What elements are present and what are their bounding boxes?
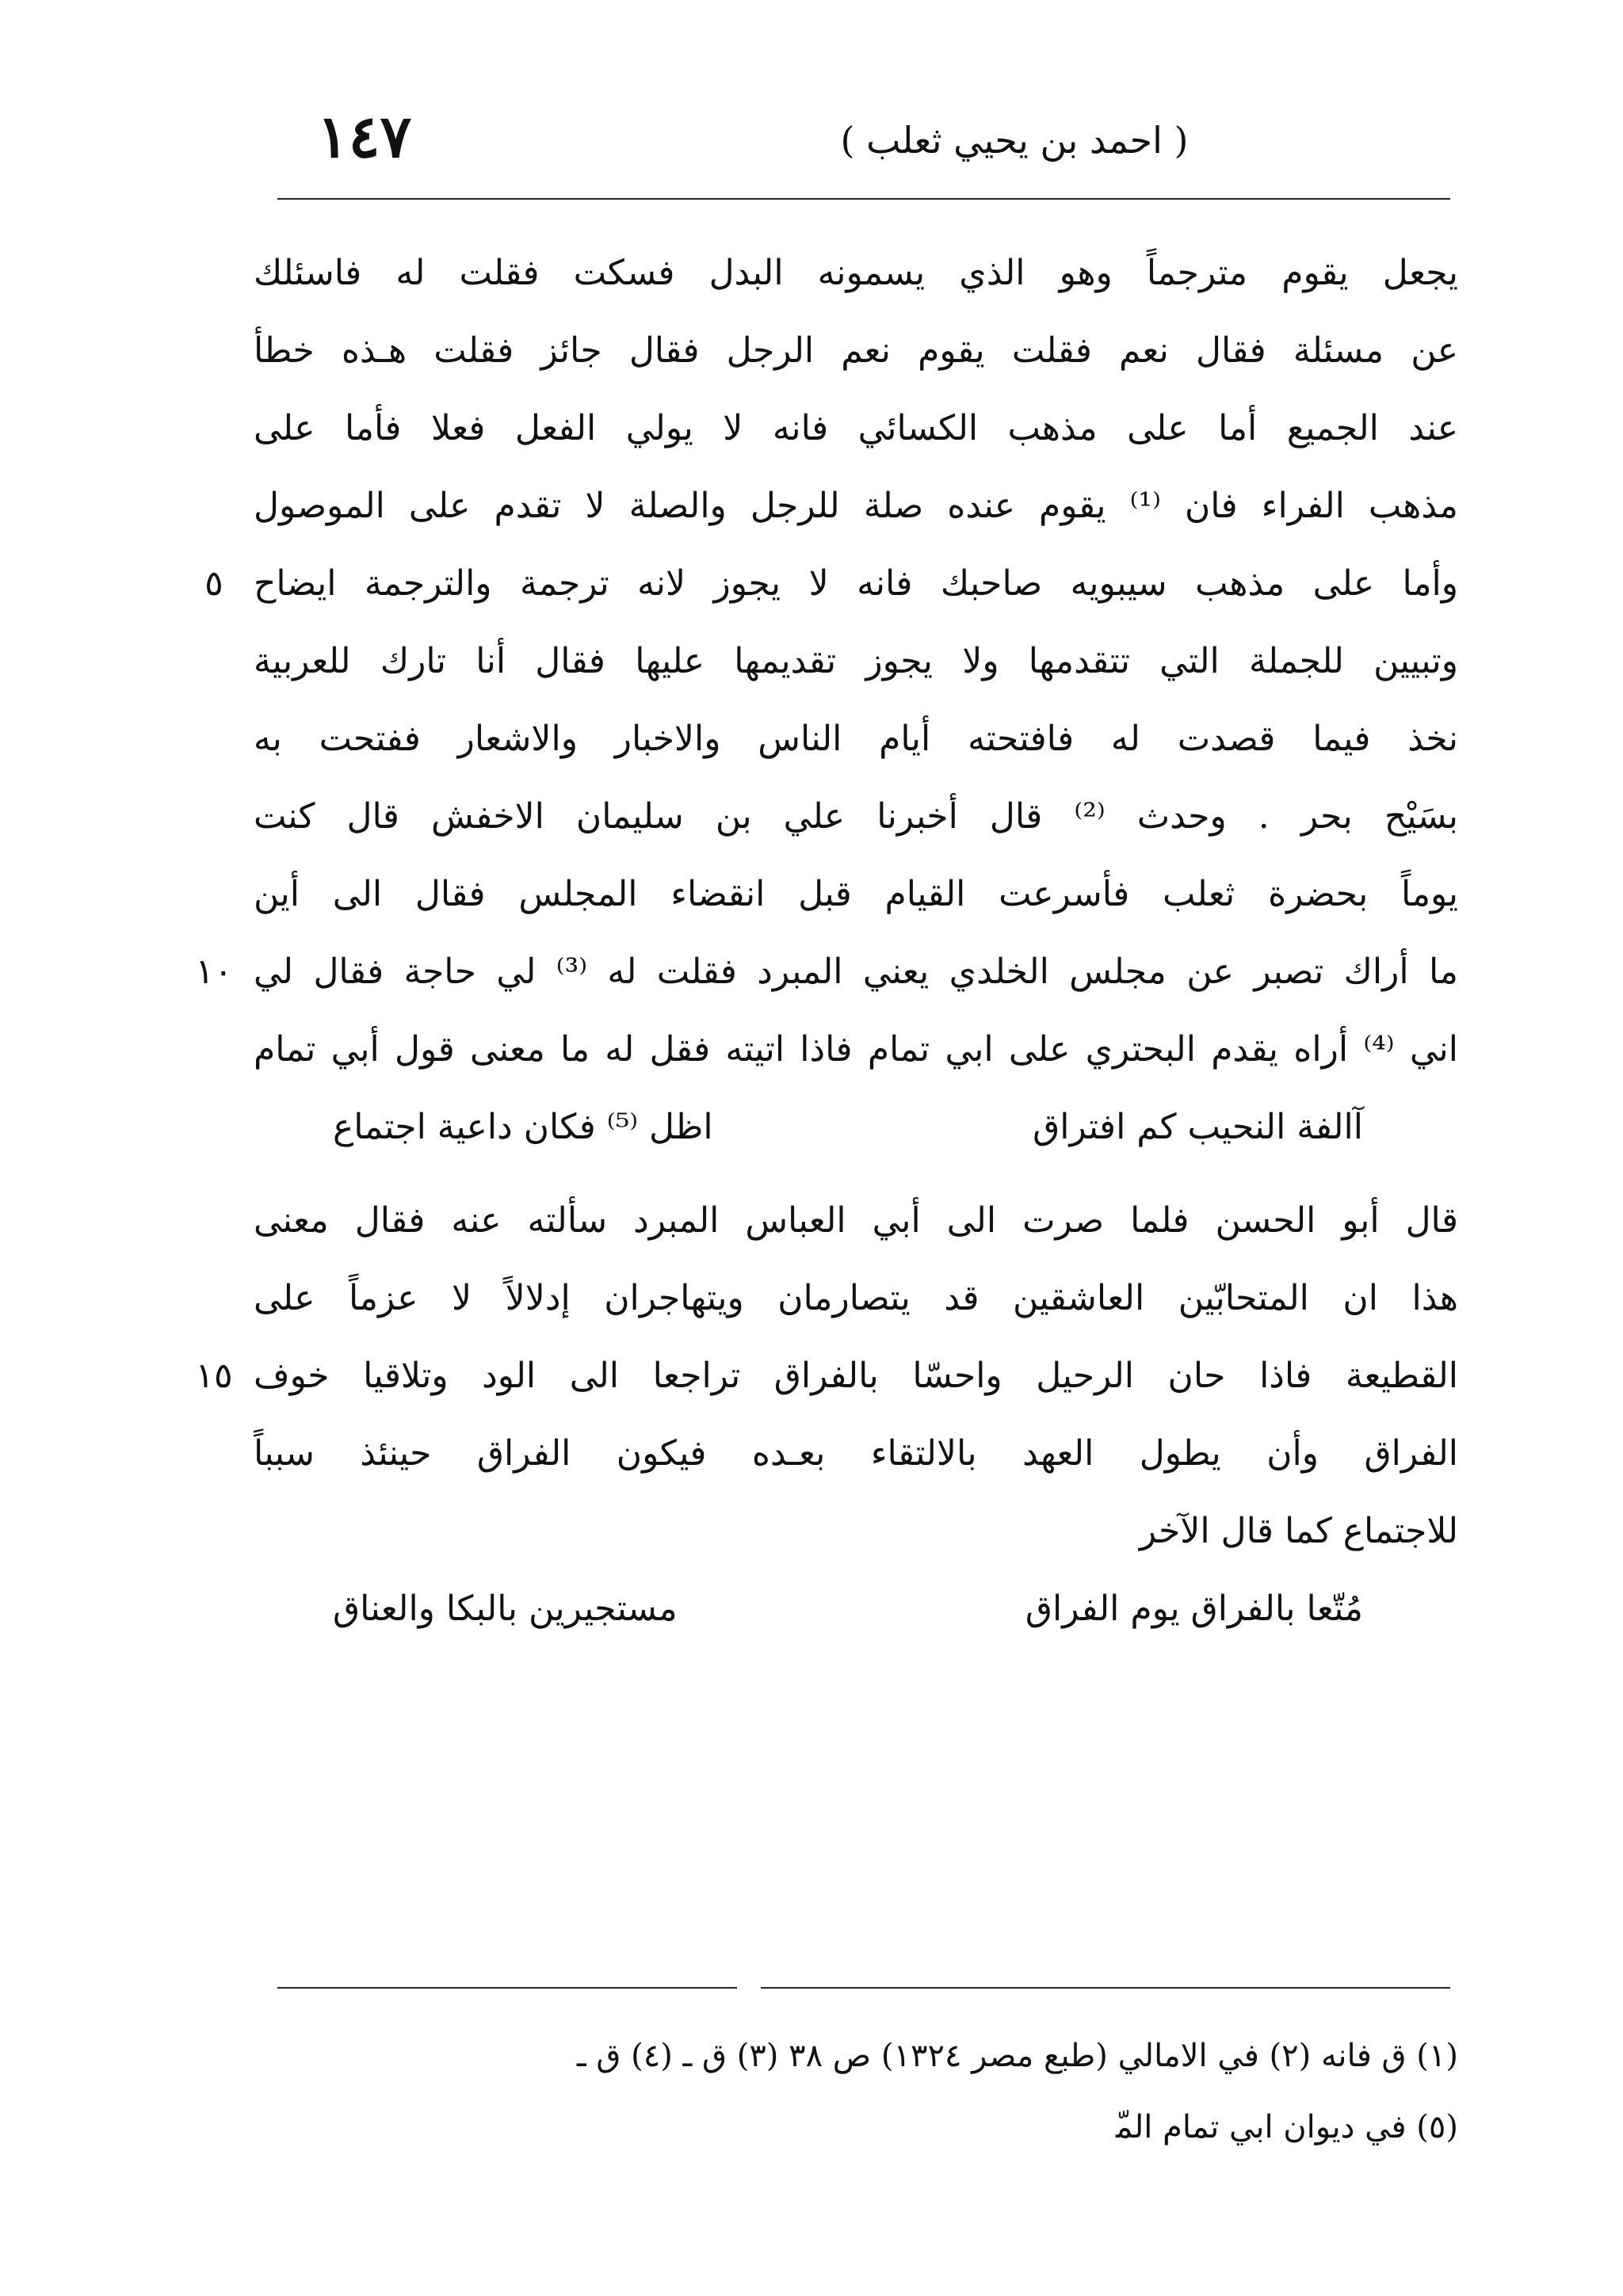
text-line-2: عن مسئلة فقال نعم فقلت يقوم نعم الرجل فقال جائز فقلت هـذه خطأ (254, 330, 1458, 371)
verse-2-second-hemistich: مستجيرين بالبكا والعناق (333, 1589, 678, 1629)
line-number-5: ٥ (204, 563, 223, 604)
line-number-10: ١٠ (195, 952, 233, 992)
header-rule (277, 198, 1450, 200)
text-line-16: للاجتماع كما قال الآخر (1139, 1511, 1458, 1551)
verse-1-second-hemistich: اظل ⁽⁵⁾ فكان داعية اجتماع (333, 1107, 713, 1147)
text-line-1: يجعل يقوم مترجماً وهو الذي يسمونه البدل فسكت فقلت له فاسئلك (254, 253, 1458, 293)
text-line-10: ما أراك تصبر عن مجلس الخلدي يعني المبرد فقلت له ⁽³⁾ لي حاجة فقال لي (254, 952, 1458, 992)
text-line-11: اني ⁽⁴⁾ أراه يقدم البحتري على ابي تمام فاذا اتيته فقل له ما معنى قول أبي تمام (254, 1029, 1458, 1070)
text-line-5: وأما على مذهب سيبويه صاحبك فانه لا يجوز لانه ترجمة والترجمة ايضاح (254, 563, 1458, 604)
verse-1-first-hemistich: آالفة النحيب كم افتراق (1033, 1107, 1363, 1147)
text-line-7: نخذ فيما قصدت له فافتحته أيام الناس والاخبار والاشعار ففتحت به (254, 719, 1458, 759)
text-line-12: قال أبو الحسن فلما صرت الى أبي العباس المبرد سألته عنه فقال معنى (254, 1200, 1458, 1241)
footnote-rule-right (761, 1987, 1450, 1989)
footnote-rule-left (277, 1987, 737, 1989)
page-header (254, 103, 1458, 190)
text-line-15: الفراق وأن يطول العهد بالالتقاء بعـده فيكون الفراق حينئذ سبباً (254, 1433, 1458, 1474)
footnote-line-2: (٥) في ديوان ابي تمام الم‍ّ (1115, 2109, 1458, 2145)
text-line-9: يوماً بحضرة ثعلب فأسرعت القيام قبل انقضاء المجلس فقال الى أين (254, 874, 1458, 914)
footnote-line-1: (١) ق فانه (٢) في الامالي (طبع مصر ١٣٢٤) ص ٣٨ (٣) ق ـ (٤) ق ـ (576, 2038, 1458, 2074)
text-line-3: عند الجميع أما على مذهب الكسائي فانه لا يولي الفعل فعلا فأما على (254, 408, 1458, 448)
page-number: ١٤٧ (317, 103, 412, 171)
verse-1 (333, 1092, 1363, 1163)
running-title: ( احمد بن يحيي ثعلب ) (840, 119, 1189, 162)
text-line-8: بسَيْح بحر . وحدث ⁽²⁾ قال أخبرنا علي بن سليمان الاخفش قال كنت (254, 796, 1458, 837)
text-line-6: وتبيين للجملة التي تتقدمها ولا يجوز تقديمها عليها فقال أنا تارك للعربية (254, 641, 1458, 681)
text-line-14: القطيعة فاذا حان الرحيل واحسّا بالفراق تراجعا الى الود وتلاقيا خوف (254, 1356, 1458, 1396)
line-number-15: ١٥ (195, 1356, 233, 1396)
verse-2-first-hemistich: مُتّعا بالفراق يوم الفراق (1025, 1589, 1363, 1629)
text-line-4: مذهب الفراء فان ⁽¹⁾ يقوم عنده صلة للرجل والصلة لا تقدم على الموصول (254, 486, 1458, 526)
verse-2 (333, 1573, 1363, 1645)
text-line-13: هذا ان المتحابّين العاشقين قد يتصارمان ويتهاجران إدلالاً لا عزماً على (254, 1278, 1458, 1318)
